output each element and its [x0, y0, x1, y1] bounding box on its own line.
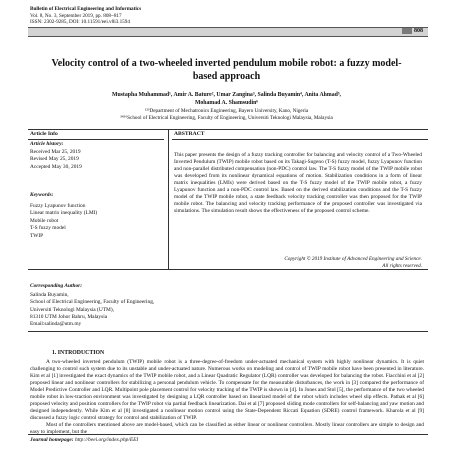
journal-name: Bulletin of Electrical Engineering and Informatics — [30, 6, 142, 12]
affiliation-2: ³⁴⁵⁶School of Electrical Engineering, Faculty of Engineering, Universiti Teknologi Malaysia, Malaysia — [120, 114, 333, 121]
intro-paragraph-2: Most of the controllers mentioned above are model-based, which can be classified as either linear or nonlinear controllers. Mostly linear controllers are simple to design and easy to implement, but the — [30, 422, 424, 435]
homepage-link[interactable]: http://beei.org/index.php/EEI — [74, 437, 139, 443]
paper-title: Velocity control of a two-wheeled inverted pendulum mobile robot: a fuzzy model-based approach — [51, 58, 402, 82]
corresponding-line: 81310 UTM Johor Bahru, Malaysia — [30, 313, 108, 320]
corresponding-line: Salinda Buyamin, — [30, 292, 69, 299]
keywords-block — [30, 192, 97, 240]
divider-top — [28, 129, 428, 130]
keyword: T-S fuzzy model — [30, 225, 66, 231]
divider-info — [28, 139, 164, 140]
header-bar — [28, 27, 428, 37]
journal-logo-icon — [402, 28, 412, 34]
article-info-heading: Article Info — [30, 131, 58, 137]
divider-abstract — [172, 139, 428, 140]
history-label: Article history: — [30, 141, 64, 147]
keyword: Mobile robot — [30, 217, 59, 224]
affiliation-1: ¹²³Department of Mechatronics Engineering, Bayero University, Kano, Nigeria — [144, 108, 309, 114]
introduction-body — [30, 359, 424, 436]
keyword: TWIP — [30, 232, 44, 239]
abstract-heading: ABSTRACT — [174, 131, 205, 137]
corresponding-line: Universiti Teknologi Malaysia (UTM), — [30, 306, 114, 313]
divider-bottom — [28, 269, 428, 270]
intro-paragraph-1: A two-wheeled inverted pendulum (TWIP) mobile robot is a three-degree-of-freedom under-actuated mechanical system with highly nonlinear dynamics. It is quiet challenging to control such system due to its unstable and under-actuated nature. Numerous works on modeling and control of TWIP mobile robot have been presented in literature. Kim et al [1] investigated the exact dynamics of the TWIP mobile robot, and a Linear Quadratic Regulator (LQR) controller was developed for balancing the robot. Fiacchini et al [2] proposed linear and nonlinear controllers for stabilizing a personal pendulum vehicle. To compensate for the measurable disturbances, the work in [3] compared the performance of Model Predictive Controller and LQR. Multipoint pole placement control for velocity tracking of the TWIP is shown in [4]. In Jones and Stol [5], the performance of the two wheeled mobile robot in low-traction environment was investigated by designing a LQR controller based on linearized model of the robot which includes wheel slip effects. Pathak et al [6] proposed velocity and position controllers for the TWIP robot via partial feedback linearization. Dai et al [7] proposed sliding mode controllers for self-balancing and yaw motion and designed independently. While Kim et al [8] investigated a nonlinear motion control using the State-Dependent Riccati Equation (SDRE) control framework. Kharola et al [9] discussed a fuzzy logic control strategy for control and stabilization of TWIP. — [30, 359, 424, 421]
article-history — [30, 141, 82, 171]
divider-footer — [28, 434, 428, 435]
affiliations — [40, 108, 413, 121]
journal-header — [30, 6, 141, 26]
journal-issn: ISSN: 2302-9285, DOI: 10.11591/eei.v8i3.1594 — [30, 19, 130, 26]
abstract-text: This paper presents the design of a fuzzy tracking controller for balancing and velocity control of a Two-Wheeled Inverted Pendulum (TWIP) mobile robot based on its Takagi-Sugeno (T-S) fuzzy model, fuzzy Lyapunov function and non-parallel distributed compensation (non-PDC) control law. The T-S fuzzy model of the TWIP mobile robot was developed from its nonlinear dynamical equations of motion. Stabilization conditions in a form of linear matrix inequalities (LMIs) were derived based on the T-S fuzzy model of the TWIP mobile robot, a fuzzy Lyapunov function and a non-PDC control law. Based on the derived stabilization conditions and the T-S fuzzy model of the TWIP mobile robot, a state feedback velocity tracking controller was then proposed for the TWIP mobile robot. The balancing and velocity tracking performance of the proposed controller was investigated via simulations. The simulation result shows the effectiveness of the proposed control scheme. — [174, 152, 422, 214]
homepage-label: Journal homepage: — [30, 437, 74, 443]
corresponding-line: School of Electrical Engineering, Faculty of Engineering, — [30, 299, 155, 306]
keyword: Linear matrix inequality (LMI) — [30, 210, 98, 216]
page-number: 808 — [414, 27, 423, 34]
received-date: Received Mar 25, 2019 — [30, 148, 81, 155]
authors-line-2: Mohamad A. Shamsudin⁶ — [194, 99, 259, 106]
introduction-heading: 1. INTRODUCTION — [52, 350, 105, 356]
journal-volume: Vol. 8, No. 3, September 2019, pp. 808~817 — [30, 12, 122, 19]
corresponding-email: Email:salinda@utm.my — [30, 321, 82, 328]
divider-intro — [28, 331, 428, 332]
copyright-notice — [174, 256, 422, 269]
copyright-line-1: Copyright © 2019 Institute of Advanced Engineering and Science. — [284, 256, 422, 262]
keywords-label: Keywords: — [30, 192, 54, 198]
revised-date: Revised May 25, 2019 — [30, 156, 79, 162]
author-list — [40, 92, 413, 107]
accepted-date: Accepted May 30, 2019 — [30, 163, 82, 170]
corresponding-author — [30, 283, 154, 328]
copyright-line-2: All rights reserved. — [382, 262, 422, 269]
authors-line-1: Mustapha Muhammad¹, Amir A. Bature², Umar Zangina³, Salinda Buyamin⁴, Anita Ahmad⁵, — [111, 92, 341, 98]
journal-footer — [30, 437, 138, 443]
column-divider — [168, 129, 169, 269]
keyword: Fuzzy Lyapunov function — [30, 202, 86, 209]
corresponding-heading: Corresponding Author: — [30, 283, 83, 289]
